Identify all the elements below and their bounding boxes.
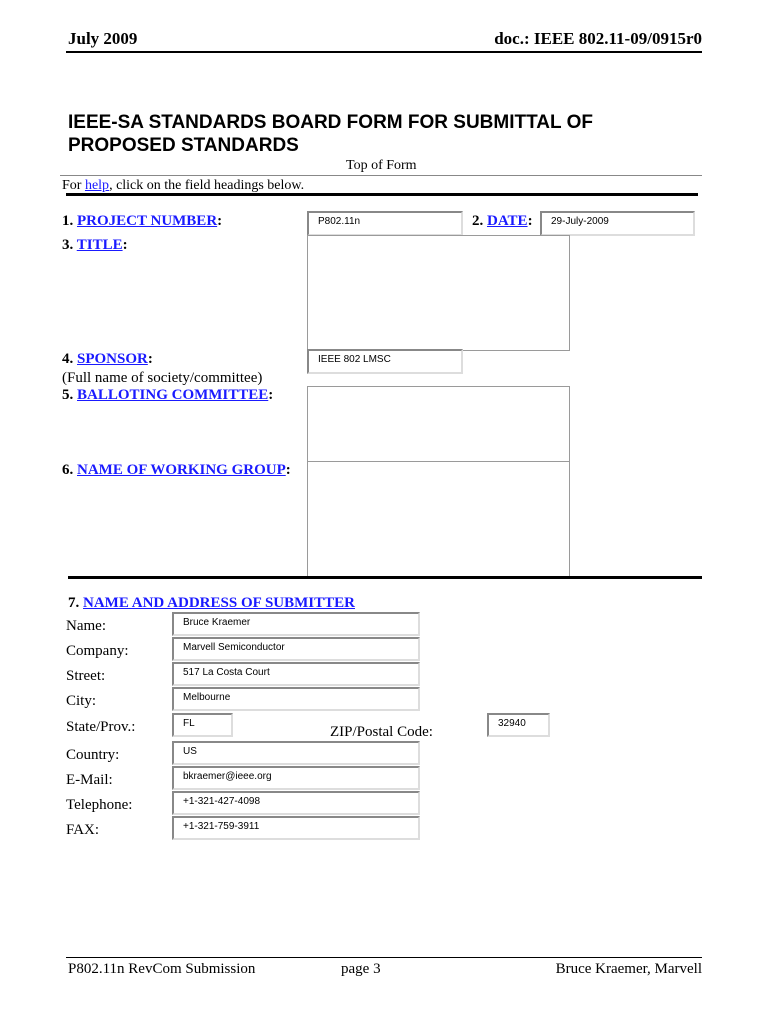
top-of-form-rule — [60, 175, 702, 176]
city-label: City: — [66, 693, 97, 709]
project-number-field[interactable]: P802.11n — [307, 211, 463, 236]
project-number-label: 1. PROJECT NUMBER: — [62, 213, 223, 229]
title-textarea[interactable] — [307, 235, 570, 351]
company-field[interactable]: Marvell Semiconductor — [172, 637, 420, 661]
submitter-heading: 7. NAME AND ADDRESS OF SUBMITTER — [68, 595, 355, 611]
email-field[interactable]: bkraemer@ieee.org — [172, 766, 420, 790]
zip-label: ZIP/Postal Code: — [330, 724, 433, 740]
state-field[interactable]: FL — [172, 713, 233, 737]
header-doc-id: doc.: IEEE 802.11-09/0915r0 — [494, 29, 702, 48]
title-label: 3. TITLE: — [62, 237, 128, 253]
name-label: Name: — [66, 618, 106, 634]
telephone-label: Telephone: — [66, 797, 133, 813]
sponsor-link[interactable]: SPONSOR — [77, 351, 148, 367]
top-of-form: Top of Form — [346, 158, 417, 173]
telephone-field[interactable]: +1-321-427-4098 — [172, 791, 420, 815]
form-title-line1: IEEE-SA STANDARDS BOARD FORM FOR SUBMITTAL OF — [68, 112, 593, 133]
footer-page: page 3 — [341, 961, 381, 977]
working-group-textarea[interactable] — [307, 461, 570, 577]
email-label: E-Mail: — [66, 772, 113, 788]
date-field[interactable]: 29-July-2009 — [540, 211, 695, 236]
form-title-line2: PROPOSED STANDARDS — [68, 135, 299, 156]
header-date: July 2009 — [68, 29, 138, 48]
street-label: Street: — [66, 668, 106, 684]
state-label: State/Prov.: — [66, 719, 136, 735]
name-field[interactable]: Bruce Kraemer — [172, 612, 420, 636]
sponsor-note: (Full name of society/committee) — [62, 370, 263, 386]
country-field[interactable]: US — [172, 741, 420, 765]
help-line: For help, click on the field headings below. — [62, 178, 305, 193]
submitter-link[interactable]: NAME AND ADDRESS OF SUBMITTER — [83, 595, 355, 611]
project-number-link[interactable]: PROJECT NUMBER — [77, 213, 218, 229]
footer-rule — [66, 957, 702, 958]
country-label: Country: — [66, 747, 120, 763]
working-group-label: 6. NAME OF WORKING GROUP: — [62, 462, 291, 478]
fax-label: FAX: — [66, 822, 100, 838]
footer-right: Bruce Kraemer, Marvell — [555, 961, 702, 977]
balloting-committee-link[interactable]: BALLOTING COMMITTEE — [77, 387, 269, 403]
title-link[interactable]: TITLE — [76, 237, 123, 253]
city-field[interactable]: Melbourne — [172, 687, 420, 711]
balloting-committee-label: 5. BALLOTING COMMITTEE: — [62, 387, 274, 403]
working-group-link[interactable]: NAME OF WORKING GROUP — [77, 462, 286, 478]
fax-field[interactable]: +1-321-759-3911 — [172, 816, 420, 840]
zip-field[interactable]: 32940 — [487, 713, 550, 737]
sponsor-label: 4. SPONSOR: — [62, 351, 153, 367]
help-link[interactable]: help — [84, 178, 110, 193]
sponsor-field[interactable]: IEEE 802 LMSC — [307, 349, 463, 374]
date-label: 2. DATE: — [472, 213, 533, 229]
date-link[interactable]: DATE — [487, 213, 528, 229]
balloting-committee-textarea[interactable] — [307, 386, 570, 462]
header-rule — [66, 51, 702, 53]
section-rule-top — [66, 193, 698, 196]
footer-left: P802.11n RevCom Submission — [68, 961, 256, 977]
section-rule-bottom — [68, 576, 702, 579]
form-title — [68, 111, 593, 157]
company-label: Company: — [66, 643, 129, 659]
street-field[interactable]: 517 La Costa Court — [172, 662, 420, 686]
